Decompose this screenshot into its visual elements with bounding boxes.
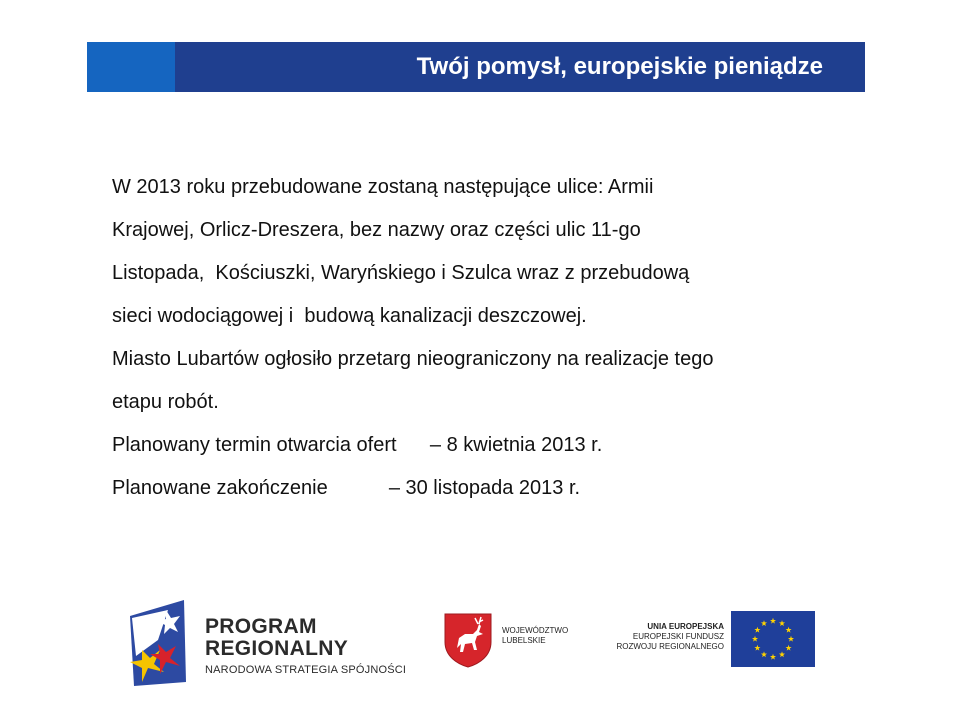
lubelskie-label: LUBELSKIE [502, 636, 546, 645]
body-line: Listopada, Kościuszki, Waryńskiego i Szulca wraz z przebudową [112, 262, 690, 284]
eu-flag-icon [731, 611, 815, 667]
wojewodztwo-text [502, 626, 568, 646]
body-line: Planowane zakończenie – 30 listopada 2013 r. [112, 477, 581, 499]
strategy-label: NARODOWA STRATEGIA SPÓJNOŚCI [205, 664, 407, 676]
wojewodztwo-label: WOJEWÓDZTWO [502, 626, 569, 635]
body-line: sieci wodociągowej i budową kanalizacji deszczowej. [112, 305, 587, 327]
body-line: Miasto Lubartów ogłosiło przetarg nieograniczony na realizacje tego [112, 348, 714, 370]
program-regionalny-text [205, 616, 406, 676]
eu-fund-label: EUROPEJSKI FUNDUSZ [632, 632, 724, 641]
body-line: Krajowej, Orlicz-Dreszera, bez nazwy oraz części ulic 11-go [112, 219, 641, 241]
program-label: PROGRAM [205, 615, 317, 638]
lubelskie-crest-icon [443, 612, 493, 668]
eu-text [598, 622, 724, 652]
body-line: W 2013 roku przebudowane zostaną następujące ulice: Armii [112, 176, 654, 198]
eu-label: UNIA EUROPEJSKA [647, 622, 724, 631]
body-text [112, 166, 872, 510]
header-bar [87, 42, 865, 92]
eu-regional-label: ROZWOJU REGIONALNEGO [616, 642, 724, 651]
program-regionalny-logo [128, 596, 190, 688]
body-line: etapu robót. [112, 391, 219, 413]
logo-strip [0, 590, 960, 690]
body-line: Planowany termin otwarcia ofert – 8 kwietnia 2013 r. [112, 434, 603, 456]
header-accent [87, 42, 175, 92]
regionalny-label: REGIONALNY [205, 637, 349, 660]
slide-title: Twój pomysł, europejskie pieniądze [416, 53, 823, 80]
